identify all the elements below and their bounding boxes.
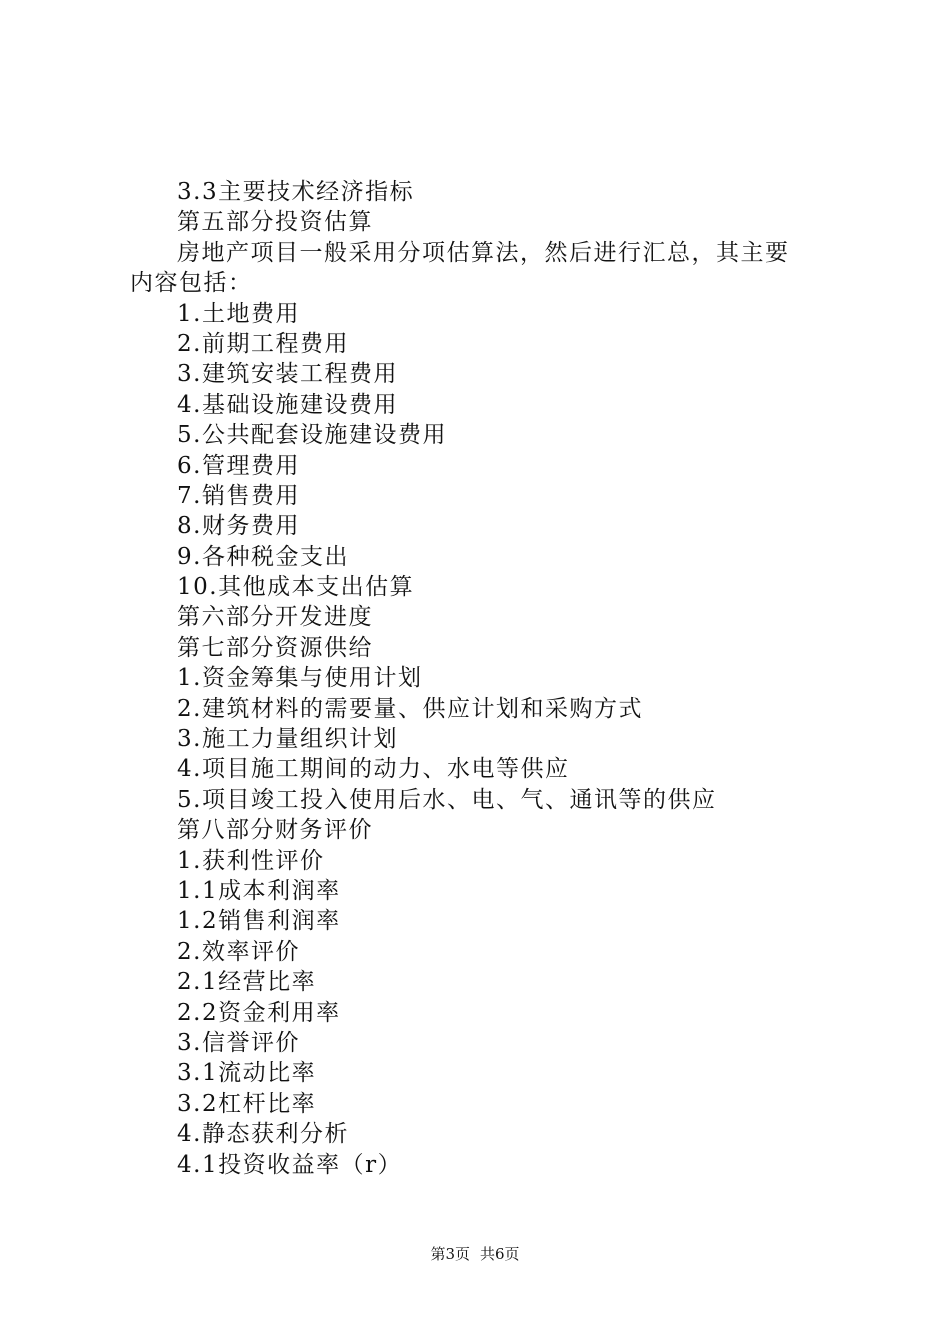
list-item: 7.销售费用 xyxy=(177,482,300,509)
section-heading: 第七部分资源供给 xyxy=(177,634,373,661)
list-item: 9.各种税金支出 xyxy=(177,543,349,570)
page-number: 第3页 xyxy=(430,1245,470,1263)
list-item: 2.效率评价 xyxy=(177,938,300,965)
list-item: 3.1流动比率 xyxy=(177,1060,317,1087)
paragraph-line: 内容包括： xyxy=(130,270,253,297)
list-item: 1.获利性评价 xyxy=(177,847,325,874)
list-item: 1.2销售利润率 xyxy=(177,908,341,935)
section-heading: 第六部分开发进度 xyxy=(177,604,373,631)
list-item: 5.公共配套设施建设费用 xyxy=(177,422,447,449)
list-item: 5.项目竣工投入使用后水、电、气、通讯等的供应 xyxy=(177,786,717,813)
list-item: 2.建筑材料的需要量、供应计划和采购方式 xyxy=(177,695,643,722)
page-footer xyxy=(0,1243,950,1264)
list-item: 3.2杠杆比率 xyxy=(177,1090,317,1117)
list-item: 10.其他成本支出估算 xyxy=(177,574,415,601)
list-item: 8.财务费用 xyxy=(177,513,300,540)
list-item: 4.基础设施建设费用 xyxy=(177,391,398,418)
list-item: 3.建筑安装工程费用 xyxy=(177,361,398,388)
page-total: 共6页 xyxy=(480,1245,520,1263)
section-heading: 第八部分财务评价 xyxy=(177,817,373,844)
list-item: 6.管理费用 xyxy=(177,452,300,479)
list-item: 1.1成本利润率 xyxy=(177,877,341,904)
list-item: 4.项目施工期间的动力、水电等供应 xyxy=(177,756,570,783)
list-item: 2.1经营比率 xyxy=(177,969,317,996)
paragraph-line: 房地产项目一般采用分项估算法，然后进行汇总，其主要 xyxy=(177,239,790,266)
list-item: 4.静态获利分析 xyxy=(177,1121,349,1148)
section-heading: 第五部分投资估算 xyxy=(177,209,373,236)
list-item: 3.施工力量组织计划 xyxy=(177,726,398,753)
list-item: 2.2资金利用率 xyxy=(177,999,341,1026)
list-item: 1.资金筹集与使用计划 xyxy=(177,665,423,692)
list-item: 3.信誉评价 xyxy=(177,1029,300,1056)
list-item: 4.1投资收益率（r） xyxy=(177,1151,403,1178)
text-line: 3.3主要技术经济指标 xyxy=(177,179,415,205)
document-body xyxy=(130,177,850,1180)
list-item: 1.土地费用 xyxy=(177,300,300,327)
list-item: 2.前期工程费用 xyxy=(177,330,349,357)
